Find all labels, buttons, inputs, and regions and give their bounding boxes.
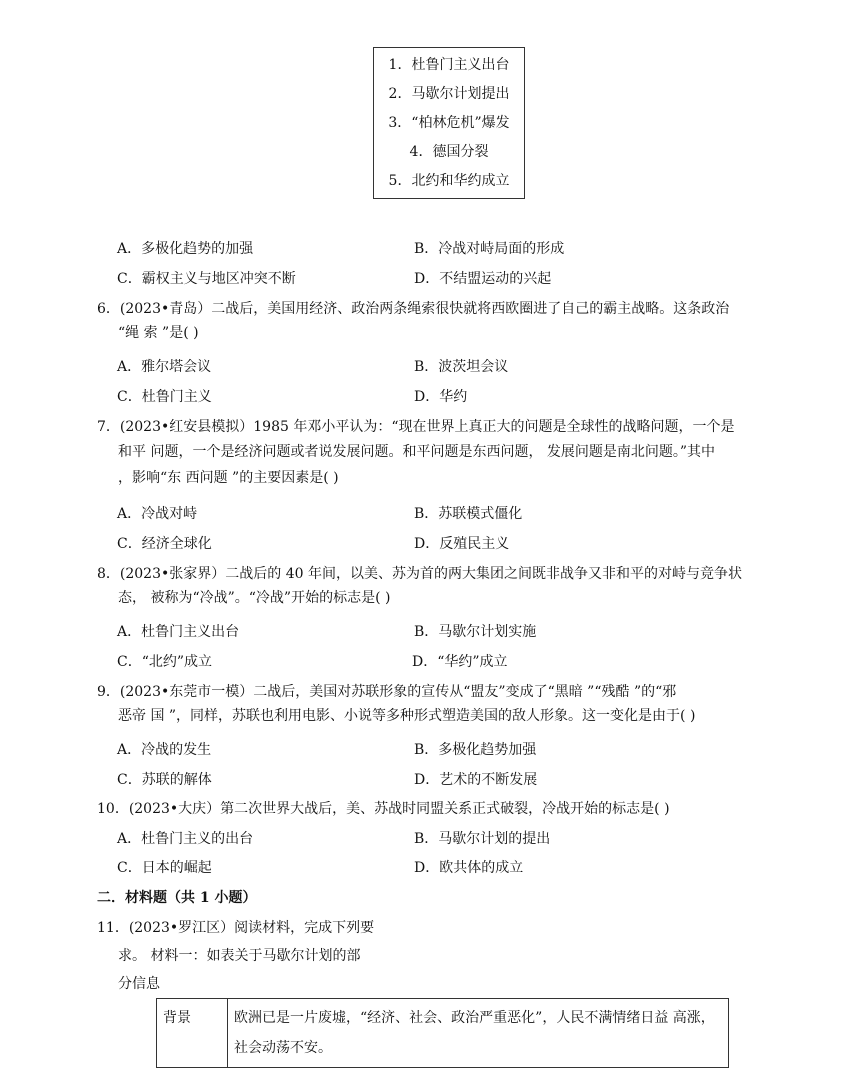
q6-option-d: D．华约 (414, 389, 468, 405)
q5-option-d: D．不结盟运动的兴起 (414, 271, 552, 287)
q7-option-a: A．冷战对峙 (117, 506, 198, 522)
q10-option-c: C．日本的崛起 (117, 860, 212, 876)
table-header-cell: 背景 (157, 999, 228, 1068)
q10-option-a: A．杜鲁门主义的出台 (117, 831, 254, 847)
q8-option-d: D．“华约”成立 (412, 654, 508, 670)
q9-stem-line-2: 恶帝 国 ”，同样，苏联也利用电影、小说等多种形式塑造美国的敌人形象。这一变化是由于( ) (118, 708, 696, 724)
table-content-cell: 欧洲已是一片废墟，“经济、社会、政治严重恶化”，人民不满情绪日益 高涨，社会动荡不安。 (228, 999, 729, 1068)
q5-option-c: C．霸权主义与地区冲突不断 (117, 271, 296, 287)
q11-stem-line-2: 求。 材料一：如表关于马歇尔计划的部 (118, 948, 361, 964)
q7-option-d: D．反殖民主义 (414, 536, 510, 552)
q10-stem: 10．(2023•大庆）第二次世界大战后，美、苏战时同盟关系正式破裂，冷战开始的标志是( ) (97, 801, 670, 817)
q5-option-b: B．冷战对峙局面的形成 (414, 241, 565, 257)
q8-stem-line-1: 8．(2023•张家界）二战后的 40 年间，以美、苏为首的两大集团之间既非战争又非和平的对峙与竞争状 (97, 566, 742, 582)
q11-stem-line-3: 分信息 (118, 976, 160, 992)
q8-option-c: C．“北约”成立 (117, 654, 213, 670)
box-item-2: 2．马歇尔计划提出 (388, 85, 510, 102)
q9-option-d: D．艺术的不断发展 (414, 772, 538, 788)
q10-option-d: D．欧共体的成立 (414, 860, 524, 876)
q7-stem-line-3: ，影响“东 西问题 ”的主要因素是( ) (118, 470, 339, 486)
sequence-box (373, 47, 525, 199)
q7-stem-line-1: 7．(2023•红安县模拟）1985 年邓小平认为：“现在世界上真正大的问题是全球性的战略问题，一个是 (97, 419, 735, 435)
q10-option-b: B．马歇尔计划的提出 (414, 831, 551, 847)
q7-option-c: C．经济全球化 (117, 536, 212, 552)
q9-option-b: B．多极化趋势加强 (414, 742, 537, 758)
q11-stem-line-1: 11．(2023•罗江区）阅读材料，完成下列要 (97, 920, 375, 936)
marshall-plan-table (156, 998, 729, 1068)
q8-option-a: A．杜鲁门主义出台 (117, 624, 240, 640)
box-item-1: 1．杜鲁门主义出台 (388, 56, 510, 73)
q8-stem-line-2: 态， 被称为“冷战”。“冷战”开始的标志是( ) (118, 590, 391, 606)
q9-option-a: A．冷战的发生 (117, 742, 212, 758)
box-item-5: 5．北约和华约成立 (388, 173, 510, 190)
box-item-4: 4．德国分裂 (409, 144, 489, 161)
q6-option-c: C．杜鲁门主义 (117, 389, 212, 405)
q5-option-a: A．多极化趋势的加强 (117, 241, 254, 257)
q6-stem-line-2: “绳 索 ”是( ) (118, 325, 199, 341)
section-title: 二．材料题（共 1 小题） (97, 890, 257, 906)
box-item-3: 3．“柏林危机”爆发 (388, 114, 510, 131)
q7-stem-line-2: 和平 问题，一个是经济问题或者说发展问题。和平问题是东西问题， 发展问题是南北问题。”其中 (118, 444, 716, 460)
q6-option-b: B．波茨坦会议 (414, 359, 509, 375)
q6-option-a: A．雅尔塔会议 (117, 359, 212, 375)
q9-option-c: C．苏联的解体 (117, 772, 212, 788)
q9-stem-line-1: 9．(2023•东莞市一模）二战后，美国对苏联形象的宣传从“盟友”变成了“黑暗 ”“残酷 ”的“邪 (97, 684, 677, 700)
q8-option-b: B．马歇尔计划实施 (414, 624, 537, 640)
q7-option-b: B．苏联模式僵化 (414, 506, 523, 522)
table-row (157, 999, 729, 1068)
q6-stem-line-1: 6．(2023•青岛）二战后，美国用经济、政治两条绳索很快就将西欧圈进了自己的霸主战略。这条政治 (97, 301, 730, 317)
